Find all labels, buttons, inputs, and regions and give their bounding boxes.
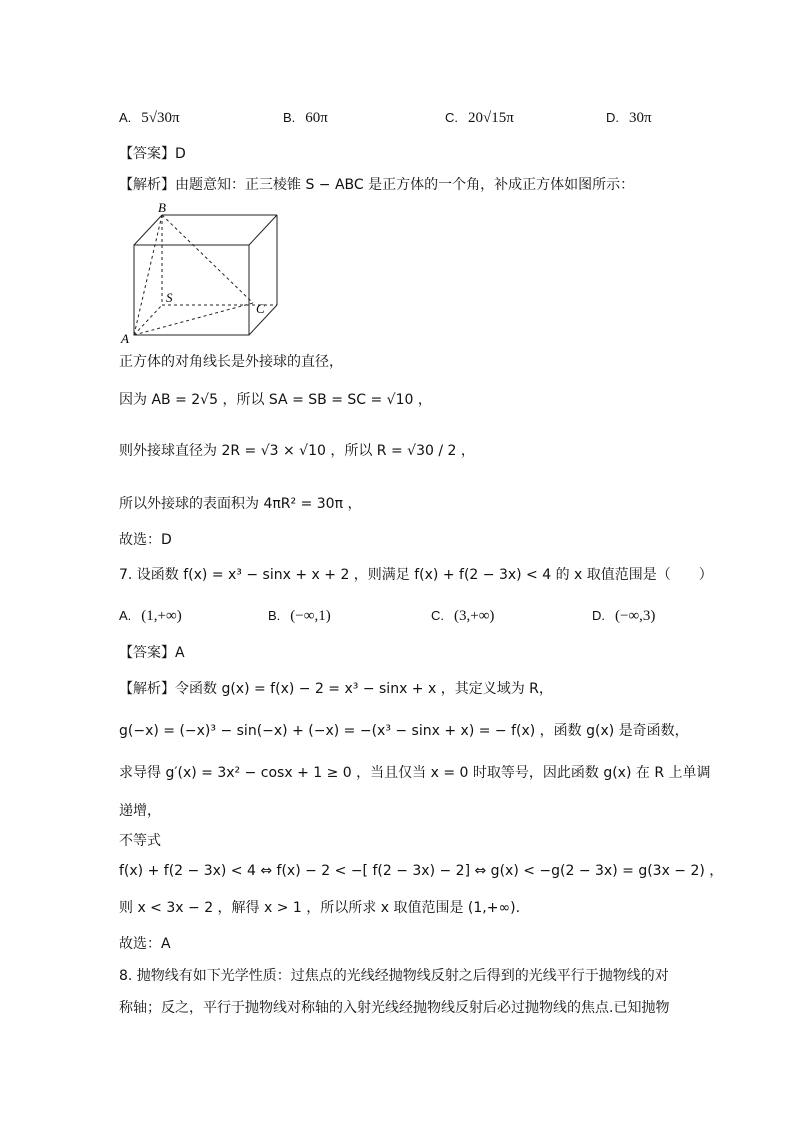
option-label: D. — [606, 110, 619, 125]
q6-option-a — [119, 108, 180, 128]
option-text: 60π — [305, 110, 328, 126]
q6-option-d — [606, 108, 652, 128]
q7-option-a — [119, 606, 182, 626]
option-label: A. — [119, 608, 132, 623]
q8-line: 8. 抛物线有如下光学性质：过焦点的光线经抛物线反射之后得到的光线平行于抛物线的对 — [119, 968, 669, 984]
option-label: B. — [268, 608, 281, 623]
label-c: C — [256, 301, 265, 316]
q6-line: 正方体的对角线长是外接球的直径， — [119, 354, 343, 370]
q6-option-b — [283, 108, 328, 128]
q7-answer: 【答案】A — [119, 645, 185, 661]
option-label: A. — [119, 110, 132, 125]
q7-option-c — [431, 606, 494, 626]
cube-front-face — [134, 245, 249, 335]
option-text: (−∞,3) — [615, 608, 656, 624]
option-text: 20√15π — [468, 110, 514, 126]
q7-option-d — [592, 606, 655, 626]
label-a: A — [121, 331, 129, 345]
option-text: (−∞,1) — [290, 608, 331, 624]
option-text: 30π — [629, 110, 652, 126]
option-label: C. — [431, 608, 444, 623]
q7-line: 不等式 — [119, 833, 161, 849]
q7-stem: 7. 设函数 f(x) = x³ − sinx + x + 2 ，则满足 f(x) + f(2 − 3x) < 4 的 x 取值范围是（ ） — [119, 567, 713, 583]
label-s: S — [166, 290, 173, 305]
cube-figure — [118, 200, 278, 345]
q7-line: g(−x) = (−x)³ − sin(−x) + (−x) = −(x³ − sinx + x) = − f(x) ，函数 g(x) 是奇函数， — [119, 723, 689, 739]
q6-option-c — [445, 108, 514, 128]
q6-line: 则外接球直径为 2R = √3 × √10 ，所以 R = √30 / 2 ， — [119, 443, 475, 459]
q7-option-b — [268, 606, 331, 626]
option-label: C. — [445, 110, 458, 125]
option-text: 5√30π — [141, 110, 180, 126]
q7-line: 则 x < 3x − 2 ，解得 x > 1 ，所以所求 x 取值范围是 (1,+∞). — [119, 900, 521, 916]
option-text: (1,+∞) — [141, 608, 182, 624]
q7-line: f(x) + f(2 − 3x) < 4 ⇔ f(x) − 2 < −[ f(2 − 3x) − 2] ⇔ g(x) < −g(2 − 3x) = g(3x − 2) ， — [119, 863, 724, 879]
q6-line: 因为 AB = 2√5 ，所以 SA = SB = SC = √10 ， — [119, 392, 432, 408]
q6-answer: 【答案】D — [119, 146, 186, 162]
q7-line: 故选：A — [119, 936, 171, 952]
q7-line: 递增， — [119, 803, 161, 819]
option-label: D. — [592, 608, 605, 623]
q6-line: 所以外接球的表面积为 4πR² = 30π ， — [119, 496, 362, 512]
q8-line: 称轴；反之，平行于抛物线对称轴的入射光线经抛物线反射后必过抛物线的焦点.已知抛物 — [119, 1000, 670, 1016]
option-text: (3,+∞) — [454, 608, 495, 624]
q6-analysis-intro: 【解析】由题意知：正三棱锥 S − ABC 是正方体的一个角，补成正方体如图所示： — [119, 177, 635, 193]
q7-line: 求导得 g′(x) = 3x² − cosx + 1 ≥ 0 ，当且仅当 x = 0 时取等号，因此函数 g(x) 在 R 上单调 — [119, 765, 711, 781]
option-label: B. — [283, 110, 296, 125]
label-b: B — [158, 200, 166, 215]
q6-line: 故选：D — [119, 532, 172, 548]
q7-line: 【解析】令函数 g(x) = f(x) − 2 = x³ − sinx + x ，其定义域为 R， — [119, 681, 553, 697]
